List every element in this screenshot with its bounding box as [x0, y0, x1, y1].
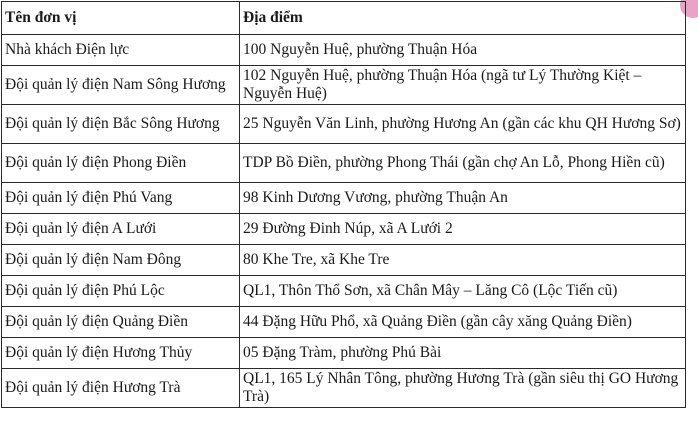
address-cell: TDP Bồ Điền, phường Phong Thái (gần chợ An Lỗ, Phong Hiền cũ): [240, 144, 686, 183]
unit-cell: Đội quản lý điện Bắc Sông Hương: [2, 105, 240, 144]
table-row: [2, 245, 686, 276]
header-location: Địa điểm: [240, 2, 686, 35]
address-cell: 80 Khe Tre, xã Khe Tre: [240, 245, 686, 276]
address-cell: 44 Đặng Hữu Phổ, xã Quảng Điền (gần cây xăng Quảng Điền): [240, 307, 686, 338]
unit-cell: Đội quản lý điện Nam Đông: [2, 245, 240, 276]
unit-cell: Đội quản lý điện Nam Sông Hương: [2, 66, 240, 105]
unit-cell: Nhà khách Điện lực: [2, 35, 240, 66]
unit-cell: Đội quản lý điện Phú Vang: [2, 183, 240, 214]
units-table: [1, 1, 686, 408]
address-cell: 25 Nguyễn Văn Linh, phường Hương An (gần các khu QH Hương Sơ): [240, 105, 686, 144]
unit-cell: Đội quản lý điện Phong Điền: [2, 144, 240, 183]
table-row: [2, 369, 686, 408]
table-row: [2, 276, 686, 307]
address-cell: QL1, 165 Lý Nhân Tông, phường Hương Trà (gần siêu thị GO Hương Trà): [240, 369, 686, 408]
unit-cell: Đội quản lý điện A Lưới: [2, 214, 240, 245]
table-row: [2, 307, 686, 338]
table-row: [2, 183, 686, 214]
table-row: [2, 214, 686, 245]
address-cell: 29 Đường Đinh Núp, xã A Lưới 2: [240, 214, 686, 245]
table-row: [2, 105, 686, 144]
header-unit-name: Tên đơn vị: [2, 2, 240, 35]
address-cell: 98 Kinh Dương Vương, phường Thuận An: [240, 183, 686, 214]
address-cell: QL1, Thôn Thổ Sơn, xã Chân Mây – Lăng Cô (Lộc Tiến cũ): [240, 276, 686, 307]
table-header-row: [2, 2, 686, 35]
unit-cell: Đội quản lý điện Phú Lộc: [2, 276, 240, 307]
table-row: [2, 66, 686, 105]
address-cell: 100 Nguyễn Huệ, phường Thuận Hóa: [240, 35, 686, 66]
table-row: [2, 144, 686, 183]
table-row: [2, 35, 686, 66]
unit-cell: Đội quản lý điện Hương Trà: [2, 369, 240, 408]
address-cell: 102 Nguyễn Huệ, phường Thuận Hóa (ngã tư Lý Thường Kiệt – Nguyễn Huệ): [240, 66, 686, 105]
unit-cell: Đội quản lý điện Quảng Điền: [2, 307, 240, 338]
unit-cell: Đội quản lý điện Hương Thủy: [2, 338, 240, 369]
address-cell: 05 Đặng Tràm, phường Phú Bài: [240, 338, 686, 369]
table-row: [2, 338, 686, 369]
